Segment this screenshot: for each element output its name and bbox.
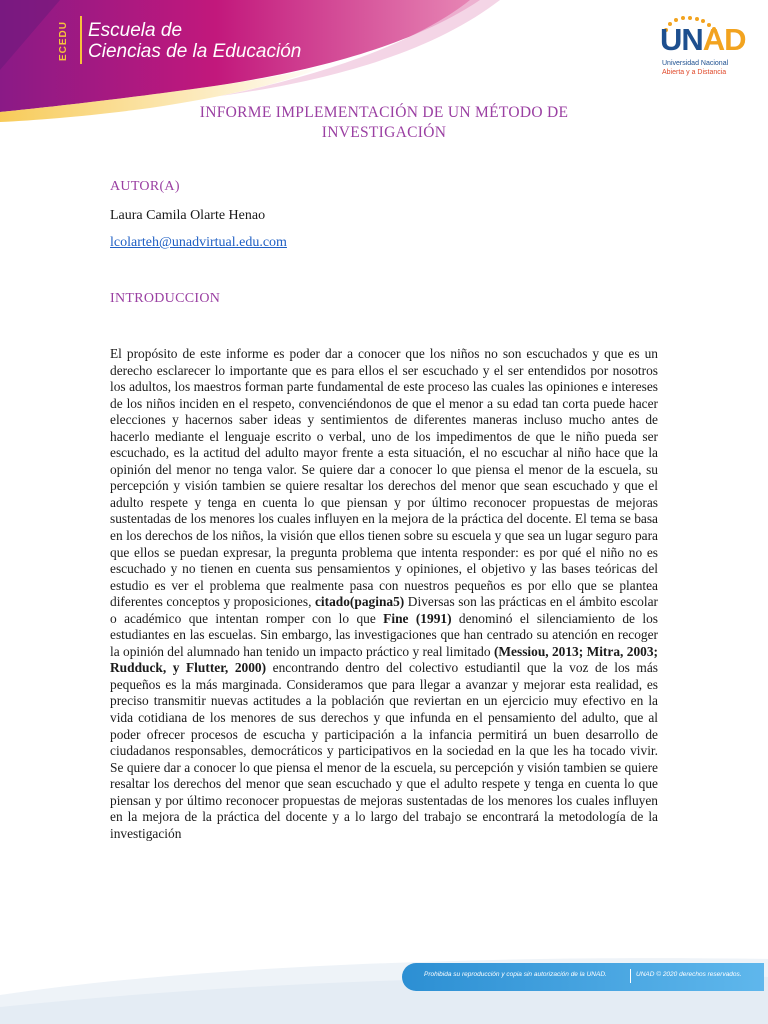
footer-separator <box>630 969 631 983</box>
intro-text-4: encontrando dentro del colectivo estudiantil que la voz de los más pequeños es la más marginada. Consideramos que para llegar a avanzar y mejorar esta realidad, es preciso transmitir nuevas actitudes a la población que reviertan en un ejercicio muy efectivo en la vida cotidiana de los menores de sus derechos y que infunda en el pensamiento del adulto, que al poder ofrecer procesos de escucha y participación a la infancia permitirá un buen desarrollo de ciudadanos responsables, democráticos y participativos en la sociedad en la que les ha tocado vivir. Se quiere dar a conocer lo que piensa el menor de la escuela, su percepción y visión tambien se quiere resaltar los derechos del menor que sean escuchado y que el adulto respete y tenga en cuenta lo que piensan y por último reconocer propuestas de mejoras sustentadas de los menores los cuales influyen en la mejora de la práctica del docente y a lo largo del trabajo se encontrará la metodología de la investigación <box>110 660 658 841</box>
logo-word-ad: AD <box>702 22 746 57</box>
school-code: ECEDU <box>58 21 69 62</box>
unad-logo <box>658 16 748 78</box>
title-line2: INVESTIGACIÓN <box>321 124 447 141</box>
citation-2: Fine (1991) <box>383 610 452 626</box>
school-name-line2: Ciencias de la Educación <box>88 41 302 62</box>
school-name-line1: Escuela de <box>88 20 183 41</box>
footer-notice: Prohibida su reproducción y copia sin autorización de la UNAD. <box>424 971 607 978</box>
intro-text-3: denominó el silenciamiento de los estudiantes en las escuelas. Sin embargo, las investigaciones que han centrado su atención en recoger la opinión del alumnado han tenido un impacto práctico y real limitado <box>110 610 658 659</box>
page-footer <box>0 955 768 1024</box>
citation-3: (Messiou, 2013; Mitra, 2003; Rudduck, y Flutter, 2000) <box>110 643 658 676</box>
intro-paragraph <box>110 346 658 842</box>
logo-wordmark <box>660 22 746 58</box>
author-heading: AUTOR(A) <box>110 179 180 194</box>
author-email-link[interactable]: lcolarteh@unadvirtual.edu.com <box>110 235 287 250</box>
footer-copyright: UNAD © 2020 derechos reservados. <box>636 971 742 978</box>
logo-subtitle-2: Abierta y a Distancia <box>662 69 727 76</box>
school-divider <box>80 16 82 64</box>
logo-subtitle-1: Universidad Nacional <box>662 60 729 67</box>
school-name <box>88 20 301 62</box>
document-title <box>120 103 648 143</box>
intro-text-1: El propósito de este informe es poder dar a conocer que los niños no son escuchados y que es un derecho esclarecer lo importante que es para ellos el ser escuchado y el ser entendidos por nosotros los adultos, los maestros forman parte fundamental de este proceso las cuales las opiniones e intereses de los niños inciden en el respeto, convenciéndonos de que el menor a su edad tan corta puede hacer elecciones y hacernos saber ideas y sentimientos de diferentes maneras incluso mucho antes de hacerlo mediante el lenguaje escrito o verbal, uno de los impedimentos de que le niño pueda ser escuchado, es la actitud del adulto mayor frente a esta situación, el no escuchar al niño hace que la opinión del menor no tenga valor. Se quiere dar a conocer lo que piensa el menor de la escuela, su percepción y visión tambien se quiere resaltar los derechos del menor que sean escuchado y que el adulto respete y tenga en cuenta lo que piensan y por último reconocer propuestas de mejoras sustentadas de los menores los cuales influyen en la mejora de la práctica del docente. El tema se basa en los derechos de los niños, la visión que ellos tienen sobre su escuela y que sea un lugar seguro para que ellos se puedan expresar, la pregunta problema que intenta responder: es por qué el niño no es escuchado y no tienen en cuenta sus pensamientos y opiniones, el objetivo y las bases teóricas del estudio es ver el problema que realmente pasa con nuestros pequeños es por ello que se plantea diferentes conceptos y proposiciones, <box>110 346 658 610</box>
author-name: Laura Camila Olarte Henao <box>110 208 266 223</box>
title-line1: INFORME IMPLEMENTACIÓN DE UN MÉTODO DE <box>199 104 569 121</box>
citation-1: citado(pagina5) <box>314 594 405 610</box>
intro-heading: INTRODUCCION <box>110 291 221 306</box>
intro-text-2: Diversas son las prácticas en el ámbito escolar o académico que intentan romper con lo que <box>110 594 658 626</box>
logo-word-un: UN <box>660 22 703 57</box>
